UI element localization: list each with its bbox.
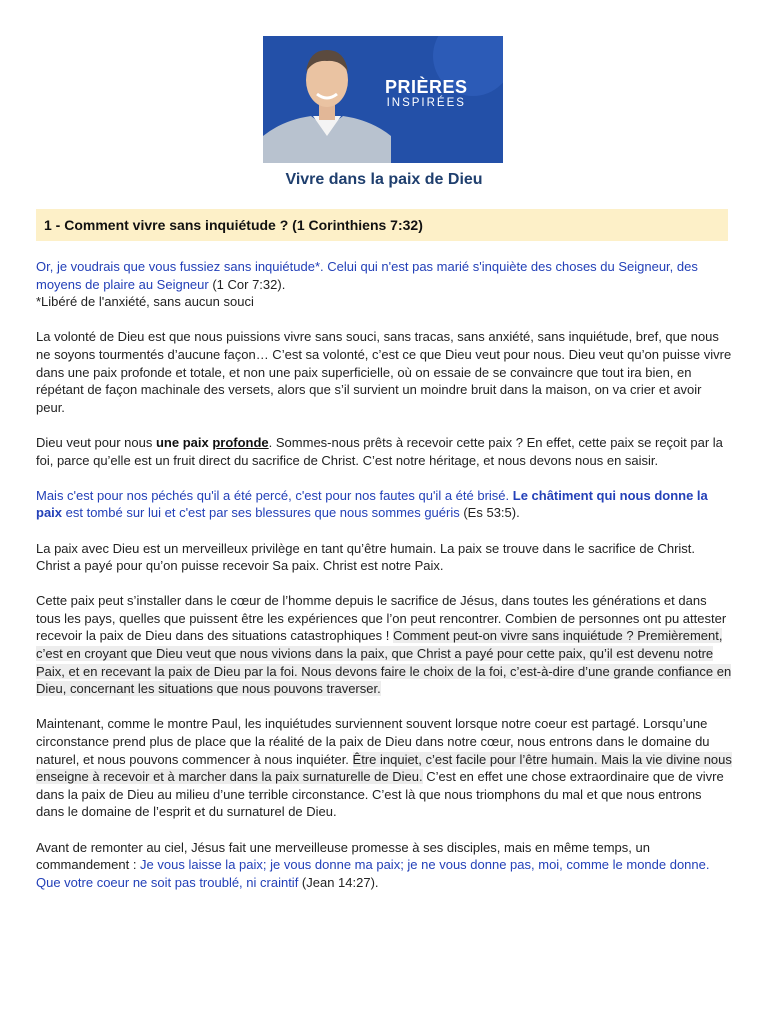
verse-quote: Je vous laisse la paix; je vous donne ma paix; je ne vous donne pas, moi, comme le monde donne. Que votre coeur ne soit pas troublé, ni craintif [36,857,710,890]
article-body [36,258,732,909]
emphasis-underlined-text: profonde [212,434,269,450]
highlighted-text: Comment peut-on vivre sans inquiétude ? Premièrement, c’est en croyant que Dieu veut que nous vivions dans la paix, que Christ a payé pour cette paix, qu’il est devenu notre Paix, et en recevant la paix de Dieu par la foi. Nous devons faire le choix de la foi, c’est-à-dire d’une grande confiance en Dieu, concernant les situations que nous pouvons traverser. [36,628,732,697]
paragraph-verse-john [36,839,732,892]
brand-name-bottom: INSPIRÉES [386,97,466,109]
verse-footnote: *Libéré de l'anxiété, sans aucun souci [36,294,254,310]
verse-quote: est tombé sur lui et c'est par ses blessures que nous sommes guéris [62,505,460,521]
paragraph-verse-1cor [36,258,732,311]
emphasis-text: une paix [155,434,213,450]
highlighted-text: Être inquiet, c’est facile pour l’être humain. Mais la vie divine nous enseigne à recevoir et à marcher dans la paix surnaturelle de Dieu. [36,751,732,785]
paragraph-3 [36,434,732,469]
verse-quote: Mais c'est pour nos péchés qu'il a été percé, c'est pour nos fautes qu'il a été brisé. [36,487,513,503]
verse-quote: Or, je voudrais que vous fussiez sans inquiétude*. Celui qui n'est pas marié s'inquiète des choses du Seigneur, des moyens de plaire au Seigneur [36,259,698,292]
text-span: . Sommes-nous prêts à recevoir cette paix ? En effet, cette paix se reçoit par la foi, parce qu’elle est un fruit direct du sacrifice de Christ. C’est notre héritage, et nous devons nous en saisir. [36,434,723,468]
text-span: Dieu veut pour nous [36,434,156,450]
paragraph-5: La paix avec Dieu est un merveilleux privilège en tant qu’être humain. La paix se trouve dans le sacrifice de Christ. Christ a payé pour qu’on puisse recevoir Sa paix. Christ est notre Paix. [36,540,696,574]
brand-logo [385,78,468,110]
paragraph-7 [36,715,732,821]
verse-emphasis: Le châtiment qui nous donne la paix [36,487,708,521]
verse-reference: (Es 53:5). [459,505,520,521]
text-span: Avant de remonter au ciel, Jésus fait une merveilleuse promesse à ses disciples, mais en même temps, un commandement : [36,839,650,873]
text-span: C’est en effet une chose extraordinaire que de vivre dans la paix de Dieu au milieu d’une terrible circonstance. C’est là que nous triomphons du mal et que nous entrons dans le domaine de l’esprit et du surnaturel de Dieu. [36,769,724,820]
paragraph-verse-isaiah [36,487,732,522]
verse-reference: (1 Cor 7:32). [208,276,286,292]
paragraph-6 [36,592,732,698]
verse-reference: (Jean 14:27). [298,874,379,890]
page-title: Vivre dans la paix de Dieu [285,171,483,188]
section-heading-box [36,209,728,241]
text-span: Maintenant, comme le montre Paul, les inquiétudes surviennent souvent lorsque notre coeur est partagé. Lorsqu’une circonstance prend plus de place que la réalité de la paix de Dieu dans notre cœur, nous entrons dans le domaine du naturel, et nous pouvons commencer à nous inquiéter. [36,716,710,767]
header-banner [263,36,503,163]
paragraph-2: La volonté de Dieu est que nous puissions vivre sans souci, sans tracas, sans anxiété, sans inquiétude, bref, que nous ne soyons tourmentés d’aucune façon… C’est sa volonté, c’est ce que Dieu veut pour nous. Dieu veut qu’on puisse vivre dans une paix profonde et totale, et non une paix superficielle, où on essaie de se convaincre que tout ira bien, en répétant de façon machinale des versets, alors que s’il survient un moindre bruit dans la maison, on va crier et avoir peur. [36,329,732,415]
section-heading: 1 - Comment vivre sans inquiétude ? (1 Corinthiens 7:32) [44,217,423,233]
brand-name-top: PRIÈRES [385,77,468,97]
text-span: Cette paix peut s’installer dans le cœur de l’homme depuis le sacrifice de Jésus, dans toutes les générations et dans tous les pays, quelles que puissent être les expériences que l’on peut rencontrer. Combien de personnes ont pu attester recevoir la paix de Dieu dans des situations catastrophiques ! [36,593,727,644]
